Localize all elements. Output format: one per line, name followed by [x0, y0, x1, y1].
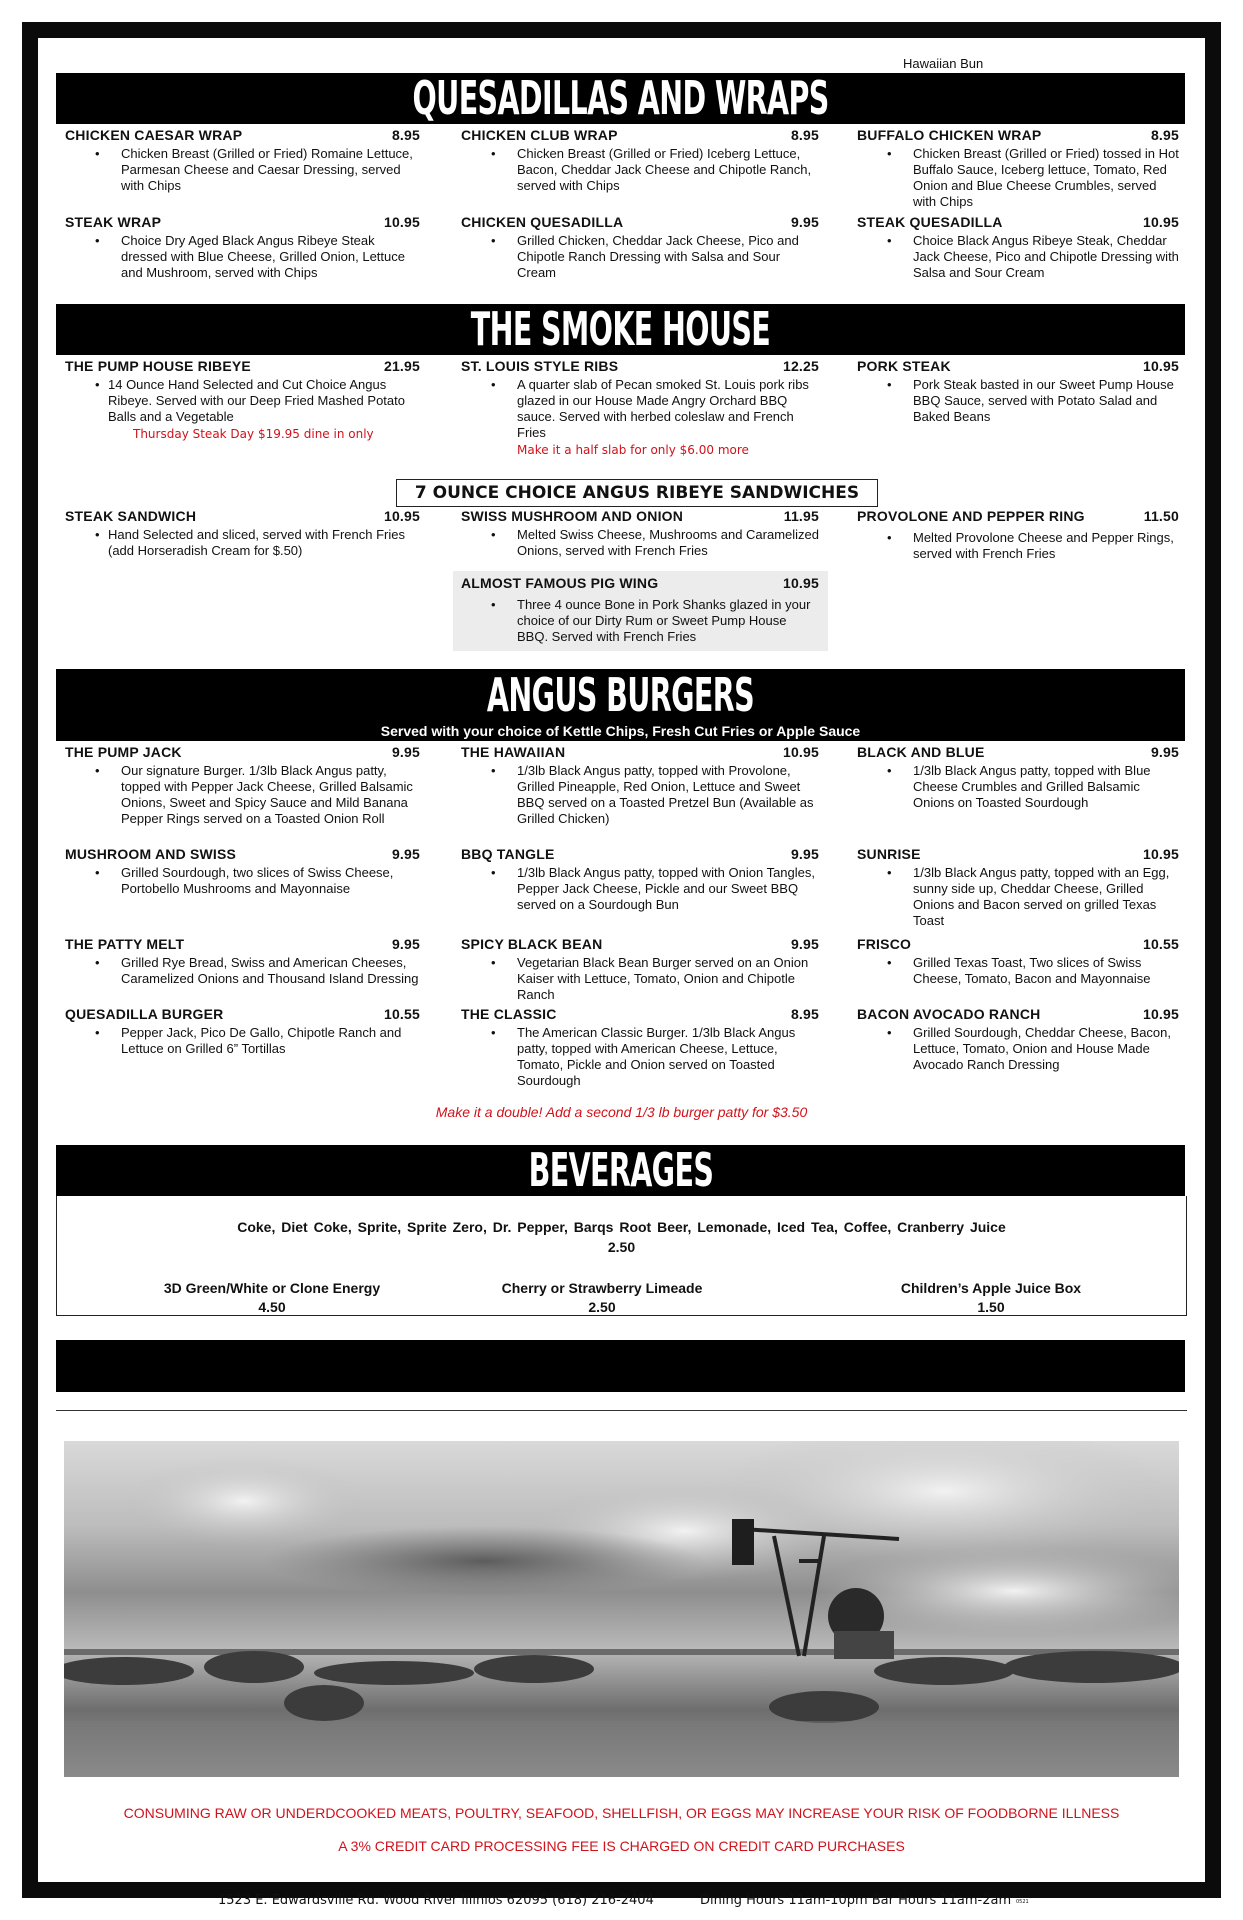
section-header-burgers: ANGUS BURGERS Served with your choice of Kettle Chips, Fresh Cut Fries or Apple Sauce	[56, 669, 1185, 741]
item-description: • Pork Steak basted in our Sweet Pump House BBQ Sauce, served with Potato Salad and Baked Beans	[857, 377, 1179, 425]
menu-item	[857, 508, 1179, 562]
item-description: • 1/3lb Black Angus patty, topped with Blue Cheese Crumbles and Grilled Balsamic Onions on Toasted Sourdough	[857, 763, 1179, 811]
item-description: • 1/3lb Black Angus patty, topped with an Egg, sunny side up, Cheddar Cheese, Grilled Onions and Bacon served on grilled Texas Toast	[857, 865, 1179, 929]
item-description: • Melted Provolone Cheese and Pepper Rings, served with French Fries	[857, 530, 1179, 562]
footer-hours: Dining Hours 11am-10pm Bar Hours 11am-2am	[700, 1893, 1012, 1908]
menu-item	[461, 936, 819, 1003]
item-description: • Grilled Rye Bread, Swiss and American Cheeses, Caramelized Onions and Thousand Island Dressing	[65, 955, 420, 987]
item-name: THE PATTY MELT	[65, 936, 185, 952]
menu-item	[65, 127, 420, 194]
section-header-quesadillas: QUESADILLAS AND WRAPS	[56, 73, 1185, 124]
menu-item	[461, 744, 819, 827]
item-name: FRISCO	[857, 936, 912, 952]
beverage-option	[841, 1279, 1141, 1317]
menu-item	[65, 214, 420, 281]
item-description: • Choice Dry Aged Black Angus Ribeye Steak dressed with Blue Cheese, Grilled Onion, Lettuce and Mushroom, served with Chips	[65, 233, 420, 281]
item-name: MUSHROOM AND SWISS	[65, 846, 237, 862]
item-price: 9.95	[1150, 744, 1179, 760]
menu-item	[461, 358, 819, 457]
item-price: 8.95	[391, 127, 420, 143]
menu-item	[461, 508, 819, 559]
menu-item	[65, 508, 420, 559]
menu-item	[65, 744, 420, 827]
credit-card-fee-notice: A 3% CREDIT CARD PROCESSING FEE IS CHARGED ON CREDIT CARD PURCHASES	[338, 1838, 905, 1854]
item-description: • 1/3lb Black Angus patty, topped with Onion Tangles, Pepper Jack Cheese, Pickle and our Sweet BBQ served on a Sourdough Bun	[461, 865, 819, 913]
soft-drink-price: 2.50	[607, 1239, 636, 1255]
item-description: • Vegetarian Black Bean Burger served on an Onion Kaiser with Lettuce, Tomato, Onion and Chipotle Ranch	[461, 955, 819, 1003]
item-price: 10.95	[782, 575, 819, 591]
item-description: • Choice Black Angus Ribeye Steak, Cheddar Jack Cheese, Pico and Chipotle Dressing with Salsa and Sour Cream	[857, 233, 1179, 281]
menu-item	[65, 358, 420, 441]
item-price: 9.95	[790, 936, 819, 952]
beverage-price: 2.50	[588, 1299, 616, 1315]
item-name: THE PUMP JACK	[65, 744, 182, 760]
item-price: 10.95	[1142, 214, 1179, 230]
blank-header-band	[56, 1340, 1185, 1392]
item-description: • Melted Swiss Cheese, Mushrooms and Caramelized Onions, served with French Fries	[461, 527, 819, 559]
item-name: STEAK WRAP	[65, 214, 162, 230]
item-name: BLACK AND BLUE	[857, 744, 985, 760]
section-header-beverages: BEVERAGES	[56, 1145, 1185, 1196]
divider	[56, 1410, 1187, 1411]
beverage-price: 4.50	[258, 1299, 286, 1315]
item-price: 12.25	[782, 358, 819, 374]
item-description: • 14 Ounce Hand Selected and Cut Choice Angus Ribeye. Served with our Deep Fried Mashed Potato Balls and a Vegetable	[65, 377, 420, 425]
item-name: PORK STEAK	[857, 358, 951, 374]
item-name: SPICY BLACK BEAN	[461, 936, 603, 952]
item-name: CHICKEN CLUB WRAP	[461, 127, 618, 143]
item-description: • Chicken Breast (Grilled or Fried) Iceberg Lettuce, Bacon, Cheddar Jack Cheese and Chipotle Ranch, served with Chips	[461, 146, 819, 194]
item-price: 10.95	[383, 508, 420, 524]
item-price: 9.95	[391, 936, 420, 952]
menu-item	[857, 214, 1179, 281]
item-price: 10.95	[1142, 846, 1179, 862]
item-description: • The American Classic Burger. 1/3lb Black Angus patty, topped with American Cheese, Lettuce, Tomato, Pickle and Onion served on Toasted Sourdough	[461, 1025, 819, 1089]
item-price: 11.95	[783, 508, 819, 524]
item-price: 10.55	[383, 1006, 420, 1022]
menu-item	[461, 127, 819, 194]
beverage-option	[122, 1279, 422, 1317]
beverage-option	[452, 1279, 752, 1317]
menu-item	[461, 1006, 819, 1089]
menu-item	[857, 1006, 1179, 1073]
menu-item-featured	[461, 575, 819, 645]
item-description: • 1/3lb Black Angus patty, topped with Provolone, Grilled Pineapple, Red Onion, Lettuce and Sweet BBQ served on a Toasted Pretzel Bun (Available as Grilled Chicken)	[461, 763, 819, 827]
item-name: BUFFALO CHICKEN WRAP	[857, 127, 1042, 143]
menu-item	[857, 936, 1179, 987]
soft-drink-list: Coke, Diet Coke, Sprite, Sprite Zero, Dr. Pepper, Barqs Root Beer, Lemonade, Iced Tea, Coffee, Cranberry Juice	[237, 1219, 1006, 1235]
item-description: • Three 4 ounce Bone in Pork Shanks glazed in your choice of our Dirty Rum or Sweet Pump House BBQ. Served with French Fries	[461, 597, 819, 645]
section-header-smokehouse: THE SMOKE HOUSE	[56, 304, 1185, 355]
item-name: PROVOLONE AND PEPPER RING	[857, 508, 1085, 524]
item-description: • Grilled Chicken, Cheddar Jack Cheese, Pico and Chipotle Ranch Dressing with Salsa and Sour Cream	[461, 233, 819, 281]
item-price: 10.95	[1142, 358, 1179, 374]
item-price: 10.95	[383, 214, 420, 230]
menu-item	[65, 1006, 420, 1057]
item-price: 11.50	[1143, 508, 1179, 524]
item-name: ST. LOUIS STYLE RIBS	[461, 358, 619, 374]
section-subtitle: Served with your choice of Kettle Chips, Fresh Cut Fries or Apple Sauce	[380, 723, 861, 739]
item-description: • Grilled Sourdough, two slices of Swiss Cheese, Portobello Mushrooms and Mayonnaise	[65, 865, 420, 897]
item-note: Thursday Steak Day $19.95 dine in only	[133, 427, 374, 441]
item-price: 9.95	[790, 846, 819, 862]
item-name: BBQ TANGLE	[461, 846, 555, 862]
top-note: Hawaiian Bun	[903, 56, 984, 71]
item-name: BACON AVOCADO RANCH	[857, 1006, 1041, 1022]
beverage-name: Children’s Apple Juice Box	[900, 1280, 1082, 1296]
item-price: 8.95	[790, 127, 819, 143]
item-price: 10.55	[1142, 936, 1179, 952]
beverage-name: 3D Green/White or Clone Energy	[163, 1280, 381, 1296]
menu-item	[65, 846, 420, 897]
food-safety-warning: CONSUMING RAW OR UNDERDCOOKED MEATS, POULTRY, SEAFOOD, SHELLFISH, OR EGGS MAY INCREASE YOUR RISK OF FOODBORNE ILLNESS	[123, 1805, 1120, 1821]
double-patty-note: Make it a double! Add a second 1/3 lb burger patty for $3.50	[435, 1104, 808, 1120]
menu-item	[857, 358, 1179, 425]
footer-address: 1523 E. Edwardsville Rd. Wood River Illinios 62095 (618) 216-2404	[218, 1893, 654, 1908]
item-price: 10.95	[782, 744, 819, 760]
menu-item	[857, 127, 1179, 210]
item-name: STEAK QUESADILLA	[857, 214, 1003, 230]
item-price: 9.95	[790, 214, 819, 230]
item-description: • A quarter slab of Pecan smoked St. Louis pork ribs glazed in our House Made Angry Orchard BBQ sauce. Served with herbed coleslaw and French Fries	[461, 377, 819, 441]
item-price: 9.95	[391, 744, 420, 760]
item-description: • Chicken Breast (Grilled or Fried) tossed in Hot Buffalo Sauce, Iceberg lettuce, Tomato, Red Onion and Blue Cheese Crumbles, served with Chips	[857, 146, 1179, 210]
menu-item	[65, 936, 420, 987]
item-name: SWISS MUSHROOM AND ONION	[461, 508, 684, 524]
menu-item	[857, 846, 1179, 929]
item-name: CHICKEN CAESAR WRAP	[65, 127, 243, 143]
item-name: ALMOST FAMOUS PIG WING	[461, 575, 659, 591]
item-price: 21.95	[383, 358, 420, 374]
item-name: STEAK SANDWICH	[65, 508, 197, 524]
item-name: QUESADILLA BURGER	[65, 1006, 224, 1022]
item-name: THE PUMP HOUSE RIBEYE	[65, 358, 251, 374]
item-description: • Chicken Breast (Grilled or Fried) Romaine Lettuce, Parmesan Cheese and Caesar Dressing, served with Chips	[65, 146, 420, 194]
item-description: • Grilled Texas Toast, Two slices of Swiss Cheese, Tomato, Bacon and Mayonnaise	[857, 955, 1179, 987]
item-note: Make it a half slab for only $6.00 more	[517, 443, 749, 457]
menu-item	[857, 744, 1179, 811]
menu-item	[461, 846, 819, 913]
item-name: SUNRISE	[857, 846, 921, 862]
item-price: 9.95	[391, 846, 420, 862]
item-name: THE CLASSIC	[461, 1006, 557, 1022]
item-description: • Grilled Sourdough, Cheddar Cheese, Bacon, Lettuce, Tomato, Onion and House Made Avocado Ranch Dressing	[857, 1025, 1179, 1073]
item-name: THE HAWAIIAN	[461, 744, 566, 760]
item-price: 10.95	[1142, 1006, 1179, 1022]
item-price: 8.95	[790, 1006, 819, 1022]
item-description: • Our signature Burger. 1/3lb Black Angus patty, topped with Pepper Jack Cheese, Grilled Balsamic Onions, Sweet and Spicy Sauce and Mild Banana Pepper Rings served on a Toasted Onion Roll	[65, 763, 420, 827]
item-description: • Hand Selected and sliced, served with French Fries (add Horseradish Cream for $.50)	[65, 527, 420, 559]
item-description: • Pepper Jack, Pico De Gallo, Chipotle Ranch and Lettuce on Grilled 6” Tortillas	[65, 1025, 420, 1057]
menu-item	[461, 214, 819, 281]
sandwich-subheader: 7 OUNCE CHOICE ANGUS RIBEYE SANDWICHES	[396, 479, 878, 507]
footer-code: 0521	[1016, 1899, 1029, 1905]
oil-pumpjack-photo	[64, 1441, 1179, 1777]
item-name: CHICKEN QUESADILLA	[461, 214, 624, 230]
beverage-price: 1.50	[977, 1299, 1005, 1315]
beverage-name: Cherry or Strawberry Limeade	[501, 1280, 703, 1296]
item-price: 8.95	[1150, 127, 1179, 143]
